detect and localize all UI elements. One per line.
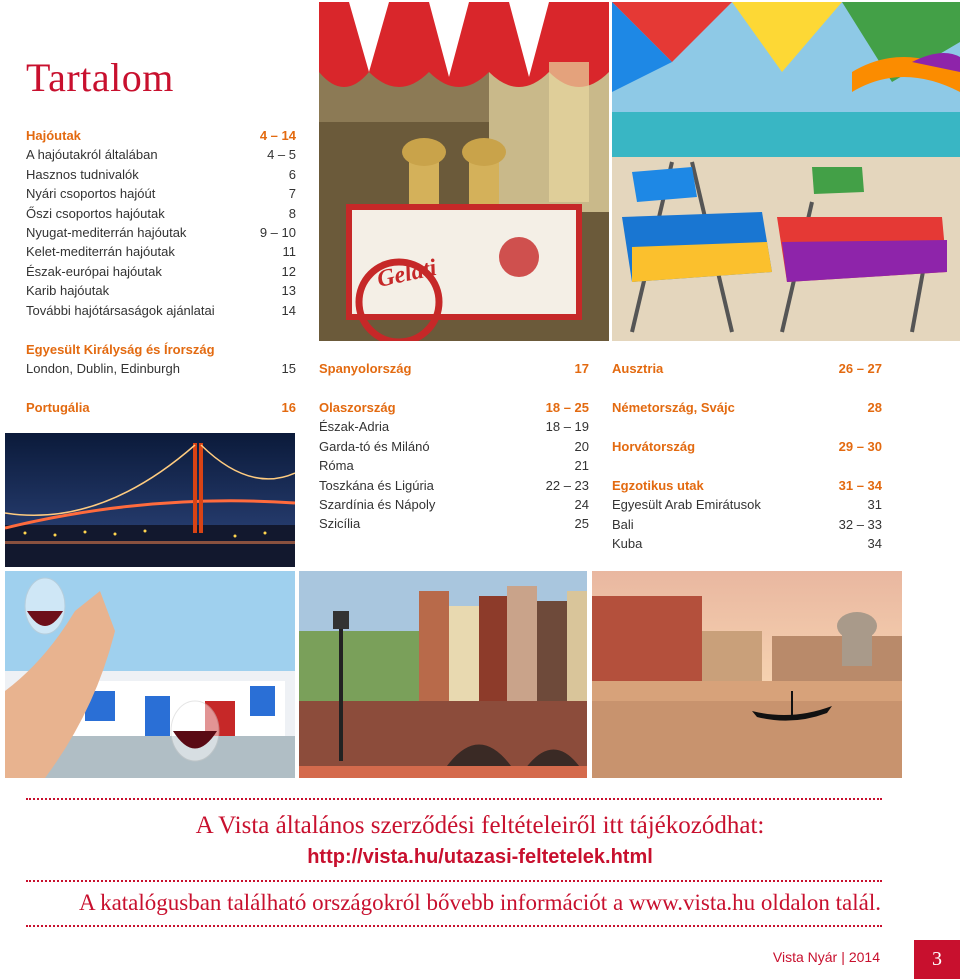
photo-gelati-cart <box>319 2 609 341</box>
photo-lisbon-bridge <box>5 433 295 567</box>
toc-page: 17 <box>574 361 589 376</box>
terms-banner: A Vista általános szerződési feltételeiről itt tájékozódhat: <box>195 812 765 839</box>
toc-entry <box>319 514 589 533</box>
toc-page: 29 – 30 <box>838 439 882 454</box>
toc-entry <box>26 204 296 223</box>
toc-label: Toszkána és Ligúria <box>319 477 434 493</box>
toc-label: Észak-európai hajóutak <box>26 263 162 279</box>
toc-ausztria <box>612 359 882 378</box>
toc-page: 9 – 10 <box>259 224 296 240</box>
toc-label: Őszi csoportos hajóutak <box>26 205 165 221</box>
toc-heading <box>26 126 296 145</box>
toc-spanyol <box>319 359 589 378</box>
toc-page: 20 <box>574 438 589 454</box>
toc-page: 14 <box>281 302 296 318</box>
toc-page: 13 <box>281 283 296 299</box>
toc-heading <box>612 398 882 417</box>
toc-page: 18 – 25 <box>545 400 589 415</box>
toc-page: 15 <box>281 361 296 377</box>
toc-page: 34 <box>867 536 882 552</box>
toc-page: 12 <box>281 263 296 279</box>
toc-label: Szardínia és Nápoly <box>319 496 436 512</box>
toc-page: 31 – 34 <box>838 478 882 493</box>
footer-year: 2014 <box>848 949 880 965</box>
photo-beach-chairs <box>612 2 960 341</box>
toc-label: Szicília <box>319 516 361 532</box>
toc-label: Kuba <box>612 536 643 552</box>
toc-heading <box>26 398 296 417</box>
photo-wine-coast <box>5 571 295 778</box>
toc-label: A hajóutakról általában <box>26 147 158 163</box>
toc-entry <box>26 301 296 320</box>
toc-page: 6 <box>288 166 296 182</box>
toc-heading <box>26 340 296 359</box>
toc-label: Garda-tó és Milánó <box>319 438 430 454</box>
toc-olasz <box>319 398 589 534</box>
toc-label: Hajóutak <box>26 128 81 143</box>
toc-uk <box>26 340 296 379</box>
toc-label: Bali <box>612 516 634 532</box>
toc-horvat <box>612 437 882 456</box>
toc-entry <box>612 515 882 534</box>
toc-page: 28 <box>867 400 882 415</box>
toc-label: Németország, Svájc <box>612 400 735 415</box>
toc-heading <box>612 359 882 378</box>
gelati-sign-text: Gelati <box>374 254 439 293</box>
toc-entry <box>26 281 296 300</box>
toc-nemet <box>612 398 882 417</box>
toc-entry <box>612 495 882 514</box>
photo-canal-bridge <box>299 571 587 778</box>
toc-label: Ausztria <box>612 361 664 376</box>
toc-page: 4 – 14 <box>259 128 296 143</box>
toc-page: 8 <box>288 205 296 221</box>
toc-page: 32 – 33 <box>838 516 882 532</box>
toc-entry <box>26 359 296 378</box>
toc-page: 22 – 23 <box>545 477 589 493</box>
toc-label: Észak-Adria <box>319 419 390 435</box>
page-number: 3 <box>914 940 960 979</box>
toc-heading <box>319 359 589 378</box>
toc-entry <box>319 476 589 495</box>
toc-label: Egyesült Királyság és Írország <box>26 342 215 357</box>
toc-egzotikus <box>612 476 882 554</box>
toc-page: 7 <box>288 186 296 202</box>
toc-label: Egyesült Arab Emirátusok <box>612 497 761 513</box>
terms-link[interactable]: http://vista.hu/utazasi-feltetelek.html <box>307 846 653 868</box>
toc-page: 4 – 5 <box>267 147 296 163</box>
toc-label: Nyári csoportos hajóút <box>26 186 156 202</box>
toc-page: 25 <box>574 516 589 532</box>
toc-label: Nyugat-mediterrán hajóutak <box>26 224 187 240</box>
toc-entry <box>26 262 296 281</box>
toc-hajoutak <box>26 126 296 320</box>
toc-entry <box>319 437 589 456</box>
toc-page: 31 <box>867 497 882 513</box>
toc-label: Egzotikus utak <box>612 478 704 493</box>
toc-label: Olaszország <box>319 400 396 415</box>
footer-brand: Vista Nyár | 2014 <box>772 949 880 965</box>
toc-entry <box>26 223 296 242</box>
toc-page: 11 <box>282 244 296 260</box>
toc-entry <box>26 145 296 164</box>
toc-heading <box>612 476 882 495</box>
toc-page: 26 – 27 <box>838 361 882 376</box>
toc-heading <box>612 437 882 456</box>
toc-label: Portugália <box>26 400 90 415</box>
toc-entry <box>319 417 589 436</box>
toc-entry <box>612 534 882 553</box>
toc-label: Hasznos tudnivalók <box>26 166 139 182</box>
toc-page: 16 <box>281 400 296 415</box>
page-title: Tartalom <box>26 55 174 100</box>
toc-page: 18 – 19 <box>545 419 589 435</box>
divider-top <box>26 798 882 800</box>
toc-page: 21 <box>574 458 589 474</box>
toc-label: Kelet-mediterrán hajóutak <box>26 244 175 260</box>
photo-venice-gondola <box>592 571 902 778</box>
toc-label: Karib hajóutak <box>26 283 110 299</box>
toc-label: További hajótársaságok ajánlatai <box>26 302 215 318</box>
toc-heading <box>319 398 589 417</box>
toc-entry <box>26 242 296 261</box>
toc-entry <box>319 495 589 514</box>
toc-portugalia <box>26 398 296 417</box>
toc-entry <box>26 184 296 203</box>
toc-page: 24 <box>574 496 589 512</box>
toc-label: Spanyolország <box>319 361 412 376</box>
toc-entry <box>319 456 589 475</box>
toc-label: London, Dublin, Edinburgh <box>26 361 180 377</box>
toc-entry <box>26 165 296 184</box>
toc-label: Horvátország <box>612 439 696 454</box>
divider-middle <box>26 880 882 882</box>
footer-brand-name: Vista Nyár <box>772 949 838 965</box>
divider-bottom <box>26 925 882 927</box>
toc-label: Róma <box>319 458 354 474</box>
info-banner: A katalógusban található országokról bővebb információt a www.vista.hu oldalon talál. <box>78 890 882 915</box>
